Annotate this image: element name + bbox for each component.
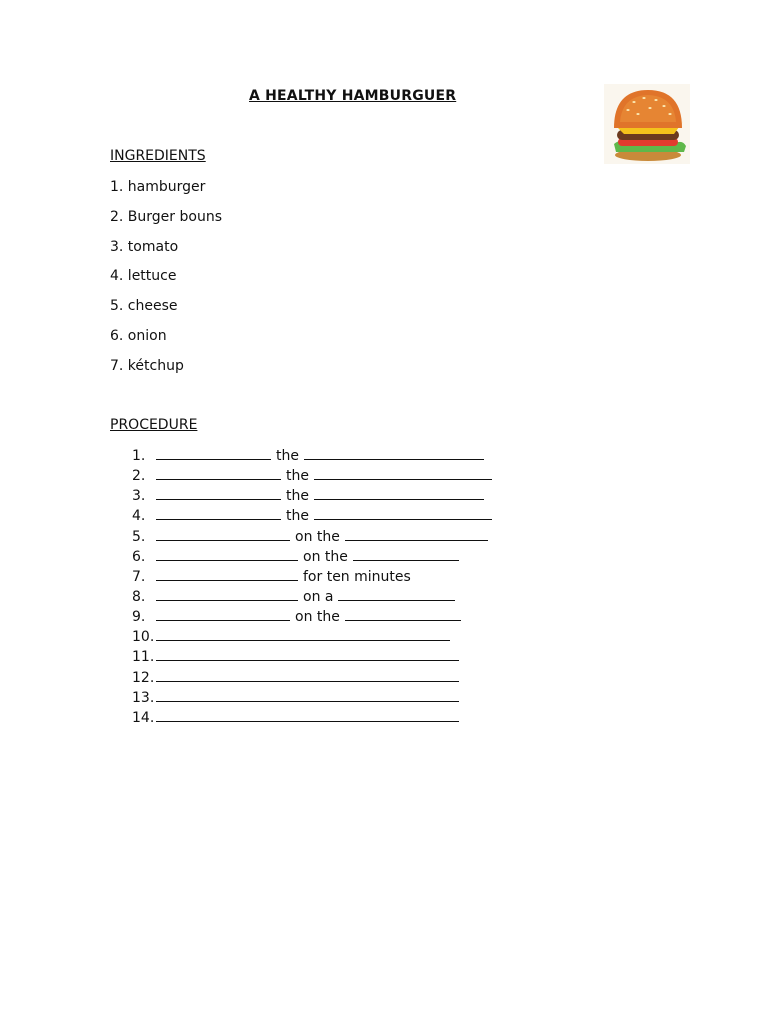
- ingredient-item: 6. onion: [110, 327, 167, 344]
- step-number: 10.: [132, 629, 155, 646]
- procedure-step: [132, 709, 492, 729]
- fill-in-blank: [156, 447, 271, 460]
- fill-in-blank: [156, 669, 459, 682]
- fill-in-blank: [156, 528, 290, 541]
- fill-in-blank: [353, 548, 459, 561]
- step-number: 3.: [132, 488, 146, 505]
- procedure-heading: PROCEDURE: [110, 417, 198, 433]
- step-number: 6.: [132, 548, 146, 565]
- procedure-step: [132, 447, 492, 467]
- step-number: 4.: [132, 508, 146, 525]
- procedure-step: [132, 669, 492, 689]
- step-number: 12.: [132, 669, 155, 686]
- procedure-step: [132, 507, 492, 527]
- step-number: 7.: [132, 568, 146, 585]
- procedure-step: [132, 487, 492, 507]
- fill-in-blank: [156, 628, 450, 641]
- step-number: 9.: [132, 609, 146, 626]
- ingredients-heading: INGREDIENTS: [110, 148, 206, 164]
- step-connector-text: the: [276, 448, 299, 464]
- step-connector-text: the: [286, 468, 309, 485]
- fill-in-blank: [156, 709, 459, 722]
- step-number: 13.: [132, 689, 155, 706]
- step-number: 14.: [132, 709, 155, 726]
- fill-in-blank: [314, 467, 492, 480]
- procedure-list: [132, 447, 492, 729]
- step-number: 1.: [132, 448, 146, 464]
- ingredient-item: 4. lettuce: [110, 268, 177, 285]
- step-connector-text: on the: [295, 528, 340, 545]
- procedure-step: [132, 588, 492, 608]
- fill-in-blank: [304, 447, 484, 460]
- step-connector-text: for ten minutes: [303, 568, 411, 585]
- fill-in-blank: [156, 548, 298, 561]
- ingredients-list: [110, 178, 222, 387]
- step-connector-text: on the: [303, 548, 348, 565]
- procedure-step: [132, 528, 492, 548]
- step-number: 2.: [132, 468, 146, 485]
- fill-in-blank: [156, 648, 459, 661]
- fill-in-blank: [156, 568, 298, 581]
- fill-in-blank: [338, 588, 455, 601]
- fill-in-blank: [314, 507, 492, 520]
- step-connector-text: on the: [295, 609, 340, 626]
- step-connector-text: on a: [303, 588, 334, 605]
- ingredient-item: 2. Burger bouns: [110, 208, 222, 225]
- fill-in-blank: [345, 608, 461, 621]
- fill-in-blank: [156, 467, 281, 480]
- step-number: 5.: [132, 528, 146, 545]
- procedure-step: [132, 608, 492, 628]
- ingredient-item: 1. hamburger: [110, 179, 206, 195]
- step-connector-text: the: [286, 508, 309, 525]
- ingredient-item: 5. cheese: [110, 298, 178, 315]
- procedure-step: [132, 628, 492, 648]
- procedure-step: [132, 568, 492, 588]
- fill-in-blank: [314, 487, 484, 500]
- page-title: A HEALTHY HAMBURGUER: [249, 88, 457, 104]
- procedure-step: [132, 648, 492, 668]
- hamburger-icon: [604, 84, 690, 164]
- procedure-step: [132, 467, 492, 487]
- ingredient-item: 7. kétchup: [110, 357, 184, 374]
- fill-in-blank: [156, 507, 281, 520]
- fill-in-blank: [156, 588, 298, 601]
- procedure-step: [132, 689, 492, 709]
- fill-in-blank: [156, 608, 290, 621]
- fill-in-blank: [345, 528, 488, 541]
- procedure-step: [132, 548, 492, 568]
- step-connector-text: the: [286, 488, 309, 505]
- fill-in-blank: [156, 689, 459, 702]
- ingredient-item: 3. tomato: [110, 238, 179, 255]
- step-number: 8.: [132, 588, 146, 605]
- step-number: 11.: [132, 649, 155, 666]
- fill-in-blank: [156, 487, 281, 500]
